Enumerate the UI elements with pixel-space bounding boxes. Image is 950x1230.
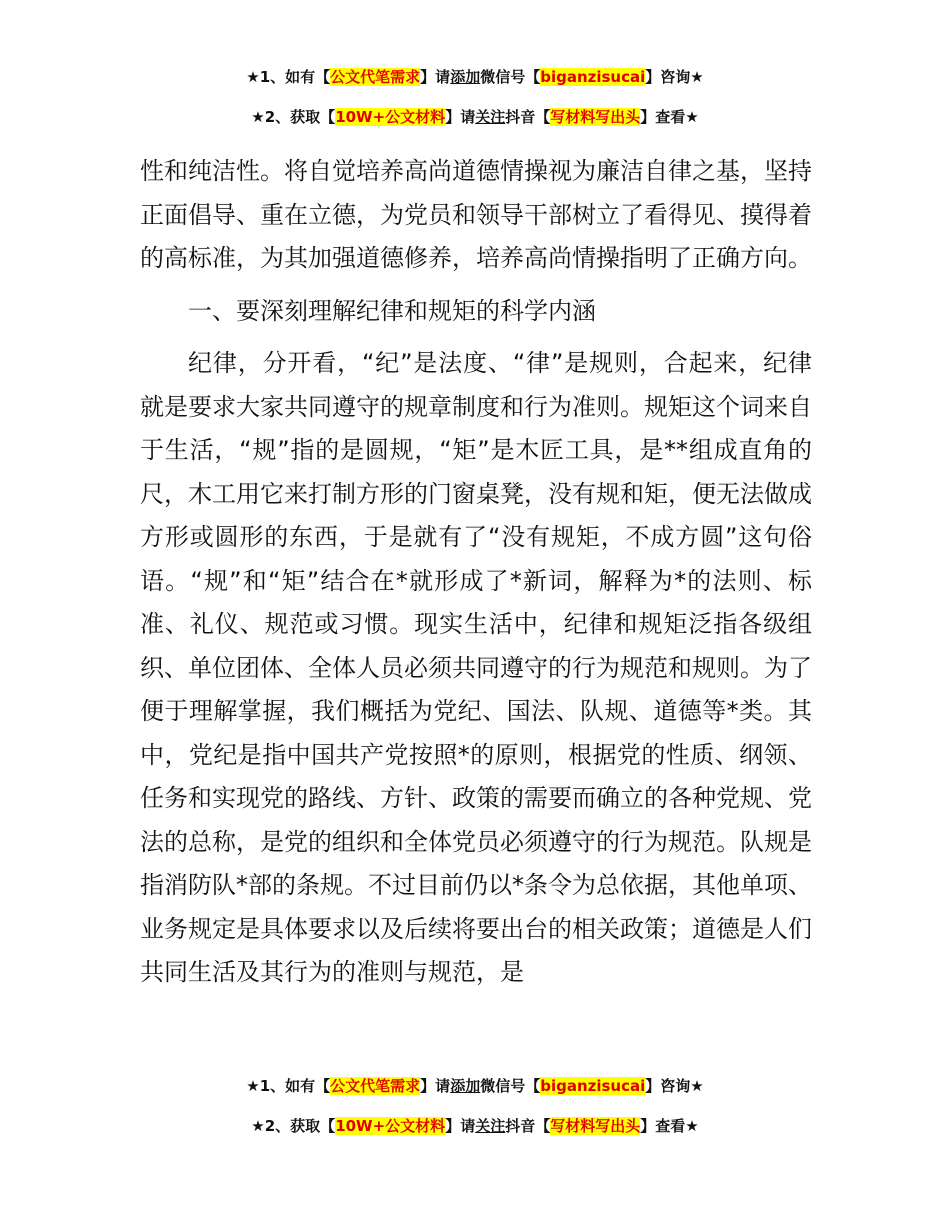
- paragraph-discipline: 纪律，分开看，“纪”是法度、“律”是规则，合起来，纪律就是要求大家共同遵守的规章制度和行为准则。规矩这个词来自于生活，“规”指的是圆规，“矩”是木匠工具，是**组成直角的尺，木工用它来打制方形的门窗桌凳，没有规和矩，便无法做成方形或圆形的东西，于是就有了“没有规矩，不成方圆”这句俗语。“规”和“矩”结合在*就形成了*新词，解释为*的法则、标准、礼仪、规范或习惯。现实生活中，纪律和规矩泛指各级组织、单位团体、全体人员必须共同遵守的行为规范和规则。为了便于理解掌握，我们概括为党纪、国法、队规、道德等*类。其中，党纪是指中国共产党按照*的原则，根据党的性质、纲领、任务和实现党的路线、方针、政策的需要而确立的各种党规、党法的总称，是党的组织和全体党员必须遵守的行为规范。队规是指消防队*部的条规。不过目前仍以*条令为总依据，其他单项、业务规定是具体要求以及后续将要出台的相关政策；道德是人们共同生活及其行为的准则与规范，是: [140, 349, 812, 986]
- banner-text: 】查看★: [640, 108, 699, 126]
- header-banner-line1: [0, 66, 950, 88]
- banner-text: 微信号【: [480, 68, 541, 86]
- banner-highlight: 10W+公文材料: [335, 1117, 446, 1135]
- banner-wechat-id: biganzisucai: [540, 1077, 646, 1095]
- banner-text: 】请: [420, 1077, 451, 1095]
- banner-highlight: 10W+公文材料: [335, 108, 446, 126]
- document-body: [140, 150, 812, 995]
- banner-text: 抖音【: [505, 1117, 551, 1135]
- banner-underlined: 添加: [450, 68, 481, 86]
- banner-text: 】咨询★: [645, 68, 704, 86]
- banner-underlined: 关注: [475, 1117, 506, 1135]
- banner-douyin-id: 写材料写出头: [550, 1117, 641, 1135]
- banner-text: ★1、如有【: [246, 68, 331, 86]
- banner-underlined: 添加: [450, 1077, 481, 1095]
- banner-highlight: 公文代笔需求: [330, 68, 421, 86]
- banner-text: 】请: [445, 108, 476, 126]
- banner-text: ★2、获取【: [251, 108, 336, 126]
- banner-text: 微信号【: [480, 1077, 541, 1095]
- footer-banner-line1: [0, 1075, 950, 1097]
- banner-text: ★1、如有【: [246, 1077, 331, 1095]
- banner-wechat-id: biganzisucai: [540, 68, 646, 86]
- banner-text: 】请: [420, 68, 451, 86]
- banner-text: 】请: [445, 1117, 476, 1135]
- banner-text: 】查看★: [640, 1117, 699, 1135]
- banner-underlined: 关注: [475, 108, 506, 126]
- section-heading: 一、要深刻理解纪律和规矩的科学内涵: [188, 296, 596, 325]
- banner-text: 】咨询★: [645, 1077, 704, 1095]
- header-banner-line2: [0, 106, 950, 128]
- banner-douyin-id: 写材料写出头: [550, 108, 641, 126]
- paragraph-continuation: 性和纯洁性。将自觉培养高尚道德情操视为廉洁自律之基，坚持正面倡导、重在立德，为党员和领导干部树立了看得见、摸得着的高标准，为其加强道德修养，培养高尚情操指明了正确方向。: [140, 157, 812, 272]
- banner-text: 抖音【: [505, 108, 551, 126]
- banner-text: ★2、获取【: [251, 1117, 336, 1135]
- footer-banner-line2: [0, 1115, 950, 1137]
- banner-highlight: 公文代笔需求: [330, 1077, 421, 1095]
